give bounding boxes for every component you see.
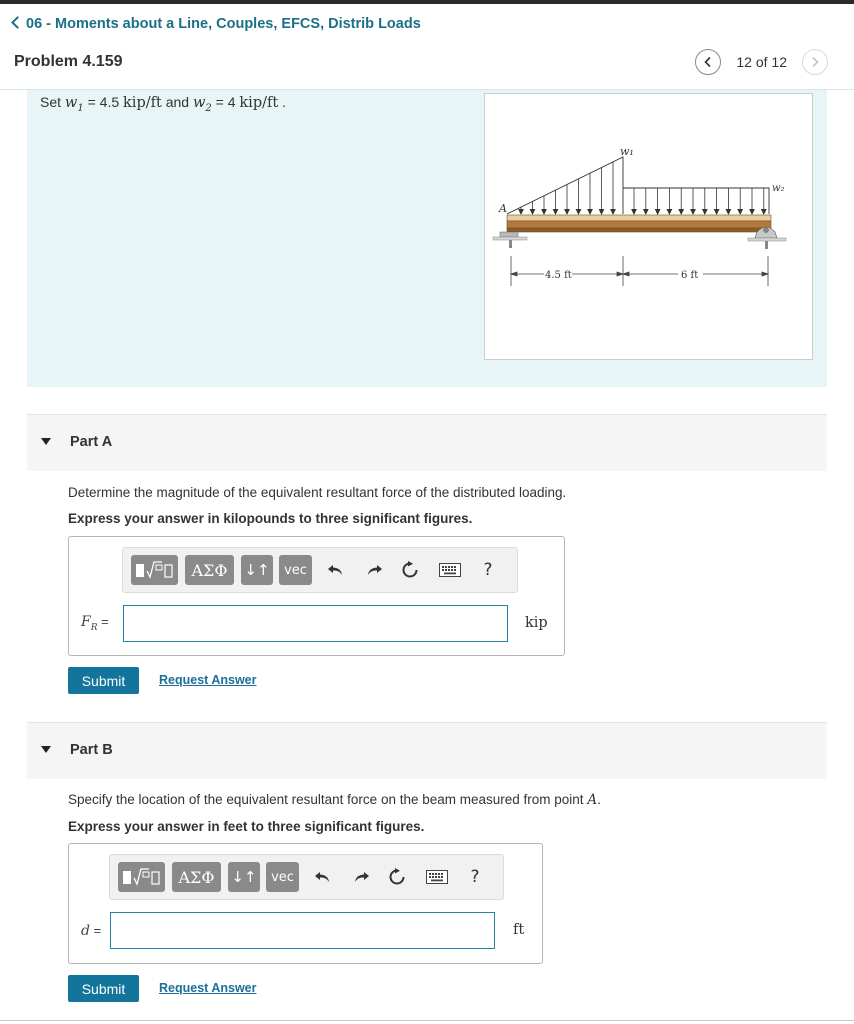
intro-end: . bbox=[278, 94, 286, 110]
help-button[interactable]: ? bbox=[483, 560, 493, 580]
load-arrow bbox=[714, 188, 718, 214]
redo-icon bbox=[365, 561, 383, 579]
part-b-answer-box bbox=[68, 843, 543, 964]
w1-symbol: w bbox=[64, 95, 78, 111]
undo-button[interactable] bbox=[325, 559, 347, 581]
templates-icon bbox=[134, 559, 175, 581]
part-b-variable-label bbox=[81, 923, 101, 939]
part-a-unit: kip bbox=[525, 615, 548, 631]
redo-icon bbox=[352, 868, 370, 886]
part-b-submit-button[interactable]: Submit bbox=[68, 975, 139, 1002]
beam-figure bbox=[484, 93, 813, 360]
w2-equals: = 4 bbox=[211, 94, 240, 110]
w2-figure-label: w₂ bbox=[772, 183, 785, 194]
pager bbox=[695, 49, 828, 75]
part-b-question-point: A bbox=[587, 792, 598, 808]
keyboard-button[interactable] bbox=[438, 559, 462, 581]
load-arrow bbox=[530, 201, 534, 214]
load-arrow bbox=[738, 188, 742, 214]
w1-equals: = 4.5 bbox=[83, 94, 124, 110]
subscript-superscript-button[interactable]: ↓↑ bbox=[241, 555, 273, 585]
var-equals: = bbox=[89, 923, 102, 938]
intro-prefix: Set bbox=[40, 94, 65, 110]
load-arrow bbox=[611, 162, 615, 214]
part-a-request-answer-link[interactable]: Request Answer bbox=[159, 673, 257, 687]
vector-button[interactable]: vec bbox=[266, 862, 299, 892]
load-arrow bbox=[576, 179, 580, 214]
part-a-instruction: Express your answer in kilopounds to three significant figures. bbox=[68, 511, 473, 526]
load-arrow bbox=[599, 168, 603, 214]
intro-and: and bbox=[161, 94, 193, 110]
part-a-question: Determine the magnitude of the equivalent resultant force of the distributed loading. bbox=[68, 485, 567, 500]
triangular-load bbox=[507, 157, 623, 214]
help-button[interactable]: ? bbox=[470, 867, 480, 887]
w1-figure-label: w₁ bbox=[620, 145, 634, 158]
keyboard-icon bbox=[426, 870, 448, 884]
load-arrow bbox=[632, 188, 636, 214]
part-b-question-text: Specify the location of the equivalent resultant force on the beam measured from point bbox=[68, 792, 588, 807]
caret-down-icon bbox=[41, 438, 51, 445]
part-b-instruction: Express your answer in feet to three significant figures. bbox=[68, 819, 425, 834]
load-arrow bbox=[553, 190, 557, 214]
templates-button[interactable] bbox=[118, 862, 165, 892]
greek-symbols-button[interactable]: ΑΣΦ bbox=[185, 555, 234, 585]
problem-title: Problem 4.159 bbox=[14, 53, 123, 70]
part-b-math-toolbar bbox=[109, 854, 504, 900]
caret-down-icon bbox=[41, 746, 51, 753]
var-r-subscript: R bbox=[90, 622, 98, 633]
load-arrow bbox=[565, 185, 569, 214]
templates-button[interactable] bbox=[131, 555, 178, 585]
w1-unit: kip/ft bbox=[123, 95, 162, 111]
back-link[interactable] bbox=[13, 16, 421, 32]
problem-statement bbox=[40, 94, 286, 114]
pager-text: 12 of 12 bbox=[736, 54, 787, 70]
w2-unit: kip/ft bbox=[239, 95, 279, 111]
load-arrow bbox=[644, 188, 648, 214]
load-arrow bbox=[762, 188, 766, 214]
chevron-left-icon bbox=[11, 16, 24, 29]
greek-symbols-button[interactable]: ΑΣΦ bbox=[172, 862, 221, 892]
reset-icon bbox=[401, 561, 419, 579]
w2-subscript: 2 bbox=[205, 102, 212, 114]
load-arrow bbox=[655, 188, 659, 214]
load-arrow bbox=[667, 188, 671, 214]
templates-icon bbox=[121, 866, 162, 888]
var-f: F bbox=[81, 614, 91, 630]
part-b-answer-input[interactable] bbox=[110, 912, 495, 949]
point-a-label: A bbox=[499, 202, 507, 215]
part-b-request-answer-link[interactable]: Request Answer bbox=[159, 981, 257, 995]
reset-button[interactable] bbox=[386, 866, 408, 888]
part-a-submit-button[interactable]: Submit bbox=[68, 667, 139, 694]
breadcrumb-text: 06 - Moments about a Line, Couples, EFCS, Distrib Loads bbox=[26, 16, 421, 32]
vector-button[interactable]: vec bbox=[279, 555, 312, 585]
undo-button[interactable] bbox=[312, 866, 334, 888]
dim-left-label: 4.5 ft bbox=[545, 270, 572, 281]
load-arrow bbox=[679, 188, 683, 214]
load-arrow bbox=[691, 188, 695, 214]
redo-button[interactable] bbox=[350, 866, 372, 888]
uniform-load bbox=[623, 188, 769, 214]
previous-button[interactable] bbox=[695, 49, 721, 75]
keyboard-icon bbox=[439, 563, 461, 577]
w1-subscript: 1 bbox=[77, 102, 84, 114]
chevron-left-icon bbox=[702, 56, 714, 68]
beam-diagram bbox=[485, 94, 812, 359]
part-b-question bbox=[68, 792, 601, 808]
part-a-header[interactable] bbox=[27, 414, 827, 471]
dim-right-label: 6 ft bbox=[681, 270, 699, 281]
var-d: d bbox=[81, 923, 90, 939]
part-b-question-end: . bbox=[597, 792, 601, 807]
undo-icon bbox=[314, 868, 332, 886]
chevron-right-icon bbox=[809, 56, 821, 68]
part-a-answer-input[interactable] bbox=[123, 605, 508, 642]
load-arrow bbox=[703, 188, 707, 214]
part-b-header[interactable] bbox=[27, 722, 827, 779]
part-a-variable-label bbox=[81, 614, 109, 633]
problem-intro-panel bbox=[27, 90, 827, 387]
next-button[interactable] bbox=[802, 49, 828, 75]
redo-button[interactable] bbox=[363, 559, 385, 581]
part-b-unit: ft bbox=[513, 922, 525, 938]
part-b-label: Part B bbox=[70, 742, 113, 758]
load-arrow bbox=[750, 188, 754, 214]
load-arrow bbox=[542, 196, 546, 214]
load-arrow bbox=[726, 188, 730, 214]
part-a-answer-box bbox=[68, 536, 565, 656]
load-arrow bbox=[588, 173, 592, 214]
subscript-superscript-button[interactable]: ↓↑ bbox=[228, 862, 260, 892]
pin-support bbox=[493, 232, 527, 248]
keyboard-button[interactable] bbox=[425, 866, 449, 888]
reset-button[interactable] bbox=[399, 559, 421, 581]
var-equals: = bbox=[97, 614, 109, 629]
w2-symbol: w bbox=[192, 95, 206, 111]
bottom-divider bbox=[0, 1020, 854, 1021]
top-bar bbox=[0, 0, 854, 4]
reset-icon bbox=[388, 868, 406, 886]
part-a-label: Part A bbox=[70, 434, 113, 450]
undo-icon bbox=[327, 561, 345, 579]
beam bbox=[507, 215, 771, 232]
part-a-math-toolbar bbox=[122, 547, 518, 593]
